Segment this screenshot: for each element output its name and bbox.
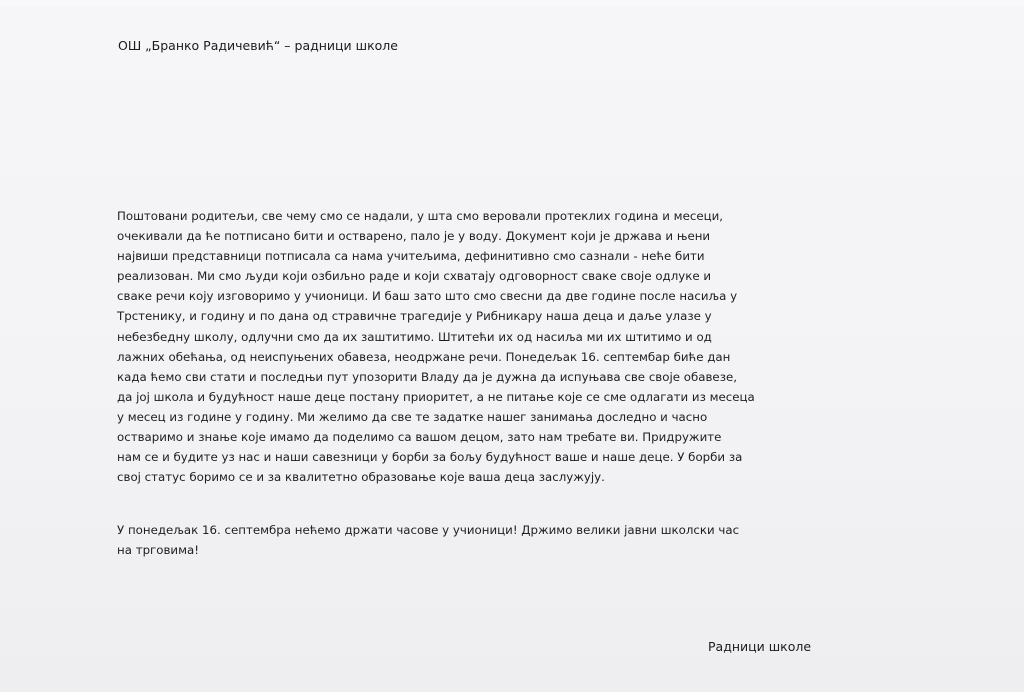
letter-body	[117, 206, 847, 487]
text-line: нам се и будите уз нас и наши савезници у борби за бољу будућност ваше и наше деце. У борби за	[117, 450, 743, 465]
text-line: на трговима!	[117, 543, 199, 558]
paragraph-announcement	[117, 520, 739, 560]
text-line: остваримо и знање које имамо да поделимо са вашом децом, зато нам требате ви. Придружите	[117, 430, 722, 445]
text-line: у месец из године у годину. Ми желимо да све те задатке нашег занимања доследно и часно	[117, 409, 708, 424]
text-line: када ћемо сви стати и последњи пут упозорити Владу да је дужна да испуњава све своје обавезе,	[117, 369, 737, 384]
text-line: да јој школа и будућност наше деце постану приоритет, а не питање које се сме одлагати из месеца	[117, 389, 755, 404]
text-line: сваке речи коју изговоримо у учионици. И баш зато што смо свесни да две године после насиља у	[117, 289, 738, 304]
text-line: највиши представници потписала са нама учитељима, дефинитивно смо сазнали - неће бити	[117, 249, 705, 264]
text-line: Трстенику, и годину и по дана од стравичне трагедије у Рибникару наша деца и даље улазе у	[117, 309, 712, 324]
text-line: У понедељак 16. септембра нећемо држати часове у учионици! Држимо велики јавни школски час	[117, 523, 740, 537]
text-line: реализован. Ми смо људи који озбиљно раде и који схватају одговорност сваке своје одлуке и	[117, 269, 712, 284]
text-line: очекивали да ће потписано бити и остварено, пало је у воду. Документ који је држава и њени	[117, 229, 711, 244]
paper-edge	[0, 0, 1024, 6]
text-line: небезбедну школу, одлучни смо да их заштитимо. Штитећи их од насиља ми их штитимо и од	[117, 329, 712, 344]
school-header: ОШ „Бранко Радичевић“ – радници школе	[118, 38, 398, 53]
text-line: Поштовани родитељи, све чему смо се надали, у шта смо веровали протеклих година и месеци,	[117, 209, 724, 223]
text-line: свој статус боримо се и за квалитетно образовање које ваша деца заслужују.	[117, 470, 605, 485]
signature: Радници школе	[708, 639, 812, 654]
paragraph-main	[117, 206, 847, 487]
text-line: лажних обећања, од неиспуњених обавеза, неодржане речи. Понедељак 16. септембар биће дан	[117, 349, 731, 364]
